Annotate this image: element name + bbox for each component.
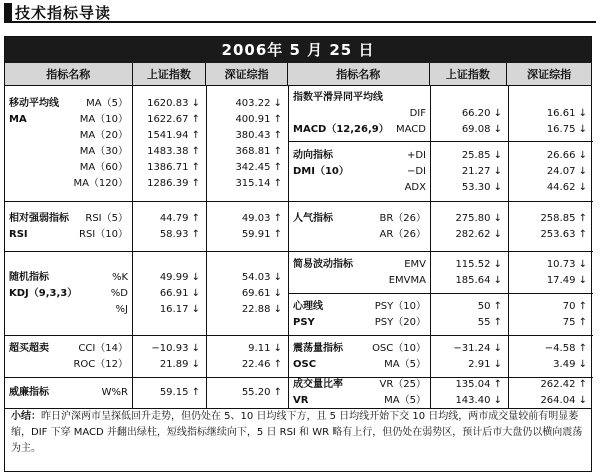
shanghai-value-cell: [431, 142, 509, 201]
indicator-line: [289, 106, 430, 122]
indicator-param-label: MA（10）: [79, 113, 128, 125]
report-header: [4, 2, 111, 22]
shanghai-value-cell: [431, 202, 509, 251]
shenzhen-value: 3.49 ↓: [553, 358, 587, 370]
indicator-group-label: RSI: [9, 228, 28, 240]
shanghai-value-cell: [133, 86, 207, 201]
shanghai-value-cell: [133, 378, 207, 408]
indicator-group-label: DMI（10）: [293, 165, 349, 177]
indicator-line: [289, 180, 430, 196]
shenzhen-value: 24.07 ↓: [546, 165, 587, 177]
indicator-group-label: OSC: [293, 358, 317, 370]
shenzhen-value: −4.58 ↑: [544, 342, 587, 354]
left-group-1: [5, 202, 288, 252]
indicator-name-cell: [289, 202, 431, 251]
shenzhen-value-cell: [509, 252, 593, 293]
shenzhen-value: 342.45 ↑: [235, 161, 282, 173]
indicator-group-label: 超买超卖: [9, 342, 49, 354]
indicator-name-cell: [289, 86, 431, 141]
indicator-param-label: CCI（14）: [78, 342, 128, 354]
shenzhen-value: 54.03 ↓: [241, 271, 282, 283]
shenzhen-value: 16.61 ↓: [546, 107, 587, 119]
indicator-group-label: 相对强弱指标: [9, 212, 69, 224]
indicator-name-cell: [5, 378, 133, 408]
shenzhen-value: 70 ↑: [562, 300, 587, 312]
indicator-line: [289, 90, 430, 106]
indicator-name-cell: [289, 378, 431, 408]
shanghai-value: 185.64 ↓: [455, 274, 502, 286]
indicator-group-label: 人气指标: [293, 212, 333, 224]
shenzhen-value-cell: [509, 336, 593, 377]
table-date: 2006年 5 月 25 日: [5, 37, 591, 63]
shanghai-value: 21.27 ↓: [461, 165, 502, 177]
indicator-line: [5, 112, 132, 128]
shanghai-value: 2.91 ↓: [468, 358, 502, 370]
shanghai-value: −10.93 ↓: [151, 342, 200, 354]
indicator-group-label: MA: [9, 113, 27, 125]
indicator-name-cell: [5, 252, 133, 335]
indicator-group-label: 简易波动指标: [293, 258, 353, 270]
shenzhen-value: 75 ↑: [562, 316, 587, 328]
shanghai-value: 50 ↑: [477, 300, 502, 312]
indicator-line: [5, 176, 132, 192]
shenzhen-value: 22.88 ↓: [241, 303, 282, 315]
indicator-name-cell: [289, 252, 431, 293]
indicator-line: [289, 357, 430, 373]
indicator-param-label: %D: [110, 287, 128, 299]
indicator-param-label: PSY（20）: [374, 316, 426, 328]
shanghai-value-cell: [133, 252, 207, 335]
indicator-group-label: 动向指标: [293, 149, 333, 161]
shanghai-value: 59.15 ↑: [159, 387, 200, 398]
indicator-param-label: EMV: [404, 258, 426, 270]
shenzhen-value-cell: [207, 202, 288, 251]
shenzhen-value-cell: [509, 294, 593, 335]
summary-label: 小结：: [11, 411, 41, 422]
indicator-line: [289, 299, 430, 315]
indicator-group-label: 指数平滑异同平均线: [293, 91, 383, 103]
left-group-0: [5, 86, 288, 202]
indicator-param-label: EMVMA: [388, 274, 426, 286]
indicator-param-label: BR（26）: [379, 212, 426, 224]
indicator-line: [289, 164, 430, 180]
indicator-line: [5, 96, 132, 112]
indicator-param-label: −DI: [406, 165, 426, 177]
shanghai-value: 44.79 ↑: [159, 212, 200, 224]
indicator-line: [5, 211, 132, 227]
shenzhen-value: 59.91 ↑: [241, 228, 282, 240]
indicator-group-label: 移动平均线: [9, 97, 59, 109]
indicator-param-label: W%R: [101, 387, 128, 398]
shanghai-value-cell: [133, 202, 207, 251]
shenzhen-value: 9.11 ↓: [248, 342, 282, 354]
indicator-param-label: ADX: [404, 181, 426, 193]
shenzhen-value: 258.85 ↑: [540, 212, 587, 224]
indicator-group-label: 威廉指标: [9, 387, 49, 398]
right-group-4: [289, 294, 593, 336]
shenzhen-value: 380.43 ↑: [235, 129, 282, 141]
shenzhen-value: 22.46 ↑: [241, 358, 282, 370]
shenzhen-value: 264.04 ↓: [540, 395, 587, 406]
shenzhen-value: 16.75 ↓: [546, 123, 587, 135]
shenzhen-value: 69.61 ↓: [241, 287, 282, 299]
shanghai-value: 1483.38 ↑: [147, 145, 200, 157]
shanghai-value-cell: [431, 86, 509, 141]
left-half: [5, 86, 289, 408]
indicator-line: [5, 357, 132, 373]
shenzhen-value: 49.03 ↑: [241, 212, 282, 224]
indicator-name-cell: [5, 336, 133, 377]
shanghai-value: 53.30 ↓: [461, 181, 502, 193]
shanghai-value: 69.08 ↓: [461, 123, 502, 135]
indicator-name-cell: [289, 142, 431, 201]
shenzhen-value-cell: [207, 336, 288, 377]
shenzhen-value: 403.22 ↓: [235, 97, 282, 109]
indicator-line: [289, 211, 430, 227]
indicator-line: [289, 273, 430, 289]
shenzhen-value-cell: [207, 86, 288, 201]
indicator-param-label: AR（26）: [379, 228, 426, 240]
shenzhen-value: 26.66 ↓: [546, 149, 587, 161]
report-title: 技术指标导读: [15, 3, 112, 22]
shenzhen-value: [509, 90, 593, 106]
left-group-3: [5, 336, 288, 378]
shenzhen-value: 253.63 ↑: [540, 228, 587, 240]
shenzhen-value: 10.73 ↓: [546, 258, 587, 270]
shenzhen-value: 17.49 ↓: [546, 274, 587, 286]
indicator-line: [5, 341, 132, 357]
indicator-line: [289, 227, 430, 243]
indicator-param-label: RSI（5）: [85, 212, 128, 224]
shanghai-value: 55 ↑: [477, 316, 502, 328]
shanghai-value: 25.85 ↓: [461, 149, 502, 161]
indicator-param-label: MA（5）: [384, 395, 426, 406]
shenzhen-value-cell: [509, 86, 593, 141]
summary-text: 昨日沪深两市呈探低回升走势，但仍处在 5、10 日均线下方，且 5 日均线开始下交 10 日均线，两市成交量较前有明显萎缩，DIF 下穿 MACD 并翻出绿柱，短线指标继续向下，5 日 RSI 和 WR 略有上行，但仍处在弱势区，预计后市大盘仍以横向震荡为主。: [11, 411, 583, 454]
right-half: [289, 86, 593, 408]
shanghai-value: 115.52 ↓: [455, 258, 502, 270]
indicator-param-label: %K: [111, 271, 128, 283]
indicator-line: [5, 128, 132, 144]
shanghai-value: 66.20 ↓: [461, 107, 502, 119]
indicator-line: [289, 315, 430, 331]
header-marker: [4, 3, 12, 21]
indicator-line: [5, 286, 132, 302]
shenzhen-value: 400.91 ↑: [235, 113, 282, 125]
col-header-sh-right: 上证指数: [430, 63, 508, 85]
col-header-sz-left: 深证综指: [206, 63, 288, 85]
indicator-line: [5, 227, 132, 243]
indicator-name-cell: [289, 294, 431, 335]
left-group-2: [5, 252, 288, 336]
shenzhen-value: 315.14 ↑: [235, 177, 282, 189]
indicator-param-label: MA（120）: [73, 177, 128, 189]
shenzhen-value: 44.62 ↓: [546, 181, 587, 193]
indicator-param-label: MA（20）: [79, 129, 128, 141]
shanghai-value: 66.91 ↓: [159, 287, 200, 299]
right-group-5: [289, 336, 593, 378]
indicator-param-label: %J: [115, 303, 128, 315]
indicator-line: [289, 148, 430, 164]
left-group-4: [5, 378, 288, 408]
indicator-group-label: 震荡量指标: [293, 342, 343, 354]
indicator-line: [289, 341, 430, 357]
indicator-param-label: +DI: [406, 149, 426, 161]
indicator-name-cell: [5, 86, 133, 201]
summary-note: [4, 406, 592, 472]
shenzhen-value-cell: [509, 202, 593, 251]
indicator-line: [289, 377, 430, 393]
shanghai-value-cell: [431, 336, 509, 377]
indicator-group-label: MACD（12,26,9）: [293, 123, 389, 135]
indicator-name-cell: [5, 202, 133, 251]
col-header-indicator-right: 指标名称: [288, 63, 430, 85]
indicator-group-label: 心理线: [293, 300, 323, 312]
indicator-line: [5, 144, 132, 160]
right-group-6: [289, 378, 593, 408]
table-header-row: [5, 63, 591, 86]
indicator-group-label: PSY: [293, 316, 315, 328]
shanghai-value: 1622.67 ↑: [147, 113, 200, 125]
right-group-2: [289, 202, 593, 252]
indicator-param-label: MA（5）: [384, 358, 426, 370]
shanghai-value: 282.62 ↓: [455, 228, 502, 240]
indicator-group-label: KDJ（9,3,3）: [9, 287, 78, 299]
col-header-indicator-left: 指标名称: [5, 63, 133, 85]
shanghai-value: 275.80 ↓: [455, 212, 502, 224]
table-body: [5, 86, 591, 408]
indicator-param-label: MACD: [396, 123, 426, 135]
shanghai-value: 21.89 ↓: [159, 358, 200, 370]
right-group-1: [289, 142, 593, 202]
shanghai-value: 143.40 ↓: [455, 395, 502, 406]
indicator-param-label: MA（5）: [86, 97, 128, 109]
indicator-table: [4, 36, 592, 409]
shanghai-value: 135.04 ↑: [455, 379, 502, 390]
shanghai-value: [431, 90, 508, 106]
shanghai-value-cell: [431, 252, 509, 293]
shenzhen-value-cell: [207, 252, 288, 335]
shanghai-value-cell: [431, 378, 509, 408]
shanghai-value: 1620.83 ↓: [147, 97, 200, 109]
col-header-sz-right: 深证综指: [527, 68, 572, 81]
indicator-name-cell: [289, 336, 431, 377]
shenzhen-value-cell: [207, 378, 288, 408]
indicator-group-label: 成交量比率: [293, 379, 343, 390]
indicator-param-label: OSC（10）: [372, 342, 426, 354]
shanghai-value: 1541.94 ↑: [147, 129, 200, 141]
indicator-line: [5, 270, 132, 286]
indicator-param-label: RSI（10）: [79, 228, 128, 240]
shenzhen-value-cell: [509, 142, 593, 201]
shenzhen-value: 262.42 ↑: [540, 379, 587, 390]
shanghai-value: 58.93 ↑: [159, 228, 200, 240]
indicator-param-label: MA（30）: [79, 145, 128, 157]
indicator-param-label: ROC（12）: [73, 358, 128, 370]
right-group-3: [289, 252, 593, 294]
col-header-sh-left: 上证指数: [133, 63, 207, 85]
shenzhen-value-cell: [509, 378, 593, 408]
indicator-line: [5, 385, 132, 401]
shanghai-value-cell: [431, 294, 509, 335]
indicator-line: [5, 302, 132, 318]
right-group-0: [289, 86, 593, 142]
indicator-param-label: PSY（10）: [374, 300, 426, 312]
shanghai-value: −31.24 ↓: [453, 342, 502, 354]
indicator-line: [289, 122, 430, 138]
shanghai-value: 1386.71 ↑: [147, 161, 200, 173]
indicator-param-label: MA（60）: [79, 161, 128, 173]
header-rule: [4, 21, 596, 23]
shanghai-value-cell: [133, 336, 207, 377]
shenzhen-value: 55.20 ↑: [241, 387, 282, 398]
indicator-group-label: 随机指标: [9, 271, 49, 283]
indicator-param-label: DIF: [409, 107, 426, 119]
indicator-line: [5, 160, 132, 176]
shanghai-value: 49.99 ↓: [159, 271, 200, 283]
indicator-line: [289, 257, 430, 273]
shanghai-value: 1286.39 ↑: [147, 177, 200, 189]
indicator-param-label: VR（25）: [379, 379, 426, 390]
indicator-group-label: VR: [293, 395, 309, 406]
shenzhen-value: 368.81 ↑: [235, 145, 282, 157]
shanghai-value: 16.17 ↓: [159, 303, 200, 315]
